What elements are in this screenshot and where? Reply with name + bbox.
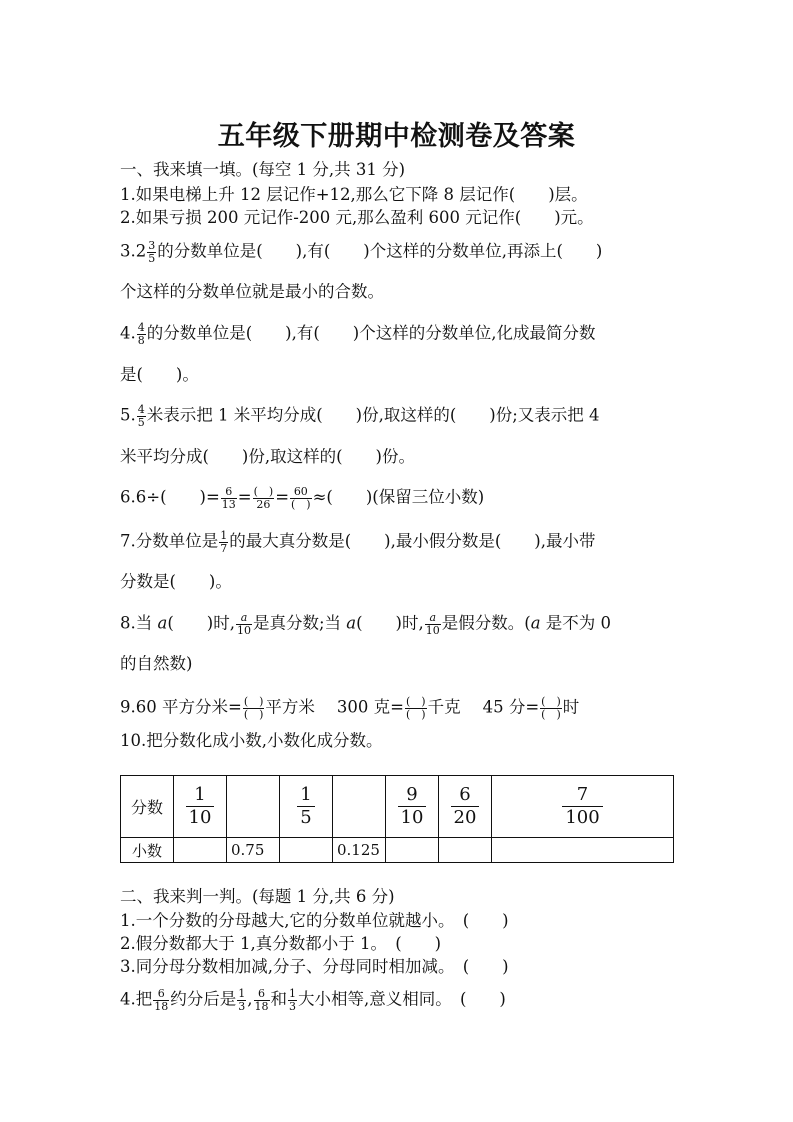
- q2-4-text-1: 约分后是: [170, 989, 237, 1009]
- question-1-3: [120, 240, 602, 264]
- question-1-7: [120, 530, 596, 554]
- q9-part-c: 45 分=: [482, 697, 540, 717]
- q8-part-4: ( )时,: [356, 613, 424, 633]
- fraction-row: [121, 776, 674, 838]
- q8-part-6: 是不为 0: [540, 613, 612, 633]
- q8-fraction-1: $\frac{a}{10}$: [236, 611, 251, 637]
- q8-fraction-2: $\frac{a}{10}$: [425, 611, 440, 637]
- question-1-8: [120, 612, 611, 636]
- question-1-1: 1.如果电梯上升 12 层记作+12,那么它下降 8 层记作( )层。: [120, 185, 588, 204]
- q2-4-text-3: 大小相等,意义相同。 ( ): [298, 989, 506, 1009]
- q6-fraction-2: $\frac{( )}{26}$: [253, 485, 274, 511]
- fraction-cell-empty: [227, 776, 280, 838]
- q4-fraction: $\frac{4}{8}$: [137, 321, 145, 347]
- question-1-6: [120, 486, 484, 510]
- decimal-row-header: 小数: [121, 838, 174, 863]
- question-2-2: 2.假分数都大于 1,真分数都小于 1。 ( ): [120, 934, 442, 953]
- fraction-cell-empty: [333, 776, 386, 838]
- decimal-row: [121, 838, 674, 863]
- page-title: 五年级下册期中检测卷及答案: [217, 121, 576, 152]
- question-2-4: [120, 988, 506, 1012]
- q8-variable-1: a: [157, 613, 168, 633]
- question-1-5-continued: 米平均分成( )份,取这样的( )份。: [120, 447, 415, 466]
- q2-4-text-2: 和: [270, 989, 287, 1009]
- section1-heading: 一、我来填一填。(每空 1 分,共 31 分): [120, 160, 406, 179]
- question-1-4-continued: 是( )。: [120, 365, 199, 384]
- question-1-2: 2.如果亏损 200 元记作-200 元,那么盈利 600 元记作( )元。: [120, 208, 594, 227]
- fraction-cell: $\frac{6}{20}$: [439, 776, 492, 838]
- q7-fraction: $\frac{1}{7}$: [220, 529, 228, 555]
- q2-4-fraction-2: $\frac{1}{3}$: [238, 987, 246, 1013]
- decimal-cell: 0.75: [227, 838, 280, 863]
- section2-heading: 二、我来判一判。(每题 1 分,共 6 分): [120, 887, 395, 906]
- question-1-5: [120, 404, 600, 428]
- question-2-3: 3.同分母分数相加减,分子、分母同时相加减。 ( ): [120, 957, 509, 976]
- q4-text: 的分数单位是( ),有( )个这样的分数单位,化成最简分数: [146, 323, 596, 343]
- fraction-cell: $\frac{1}{10}$: [174, 776, 227, 838]
- decimal-cell: 0.125: [333, 838, 386, 863]
- question-2-1: 1.一个分数的分母越大,它的分数单位就越小。 ( ): [120, 911, 509, 930]
- q3-fraction: $\frac{3}{5}$: [148, 239, 156, 265]
- question-1-10: 10.把分数化成小数,小数化成分数。: [120, 731, 383, 750]
- q5-fraction: $\frac{4}{5}$: [137, 403, 145, 429]
- decimal-cell: [492, 838, 674, 863]
- fraction-row-header: 分数: [121, 776, 174, 838]
- question-1-8-continued: 的自然数): [120, 654, 193, 673]
- q3-text: 的分数单位是( ),有( )个这样的分数单位,再添上( ): [157, 241, 603, 261]
- decimal-cell: [439, 838, 492, 863]
- q6-equals-2: =: [275, 487, 290, 507]
- q9-unit-c: 时: [562, 697, 580, 717]
- q9-fraction-c: $\frac{( )}{( )}$: [541, 695, 561, 721]
- question-1-7-continued: 分数是( )。: [120, 572, 232, 591]
- question-1-4: [120, 322, 596, 346]
- q5-prefix: 5.: [120, 405, 136, 425]
- q6-fraction-1: $\frac{6}{13}$: [221, 485, 236, 511]
- q8-part-5: 是假分数。(: [441, 613, 531, 633]
- q2-4-prefix: 4.把: [120, 989, 153, 1009]
- q9-part-b: 300 克=: [336, 697, 404, 717]
- q2-4-fraction-1: $\frac{6}{18}$: [154, 987, 169, 1013]
- q6-prefix: 6.6÷( )=: [120, 487, 220, 507]
- q8-part-2: ( )时,: [167, 613, 235, 633]
- q7-text: 的最大真分数是( ),最小假分数是( ),最小带: [229, 531, 596, 551]
- conversion-table: [120, 775, 674, 863]
- q6-text: ≈( )(保留三位小数): [312, 487, 485, 507]
- q2-4-comma: ,: [247, 989, 253, 1009]
- fraction-cell: $\frac{7}{100}$: [492, 776, 674, 838]
- question-1-9: [120, 696, 579, 720]
- q4-prefix: 4.: [120, 323, 136, 343]
- q2-4-fraction-3: $\frac{6}{18}$: [254, 987, 269, 1013]
- decimal-cell: [280, 838, 333, 863]
- decimal-cell: [174, 838, 227, 863]
- q6-fraction-3: $\frac{60}{( )}$: [291, 485, 311, 511]
- decimal-cell: [386, 838, 439, 863]
- fraction-cell: $\frac{9}{10}$: [386, 776, 439, 838]
- q3-prefix: 3.2: [120, 241, 147, 261]
- q9-fraction-b: $\frac{( )}{( )}$: [405, 695, 426, 721]
- q9-unit-b: 千克: [427, 697, 461, 717]
- q8-part-3: 是真分数;当: [252, 613, 347, 633]
- fraction-cell: $\frac{1}{5}$: [280, 776, 333, 838]
- q9-part-a: 9.60 平方分米=: [120, 697, 242, 717]
- question-1-3-continued: 个这样的分数单位就是最小的合数。: [120, 282, 384, 301]
- q2-4-fraction-4: $\frac{1}{3}$: [289, 987, 296, 1013]
- q8-variable-2: a: [346, 613, 357, 633]
- q5-text: 米表示把 1 米平均分成( )份,取这样的( )份;又表示把 4: [146, 405, 600, 425]
- q9-fraction-a: $\frac{( )}{( )}$: [243, 695, 264, 721]
- q7-prefix: 7.分数单位是: [120, 531, 219, 551]
- q8-variable-3: a: [530, 613, 541, 633]
- q9-unit-a: 平方米: [265, 697, 315, 717]
- q8-part-1: 8.当: [120, 613, 158, 633]
- q6-equals-1: =: [237, 487, 252, 507]
